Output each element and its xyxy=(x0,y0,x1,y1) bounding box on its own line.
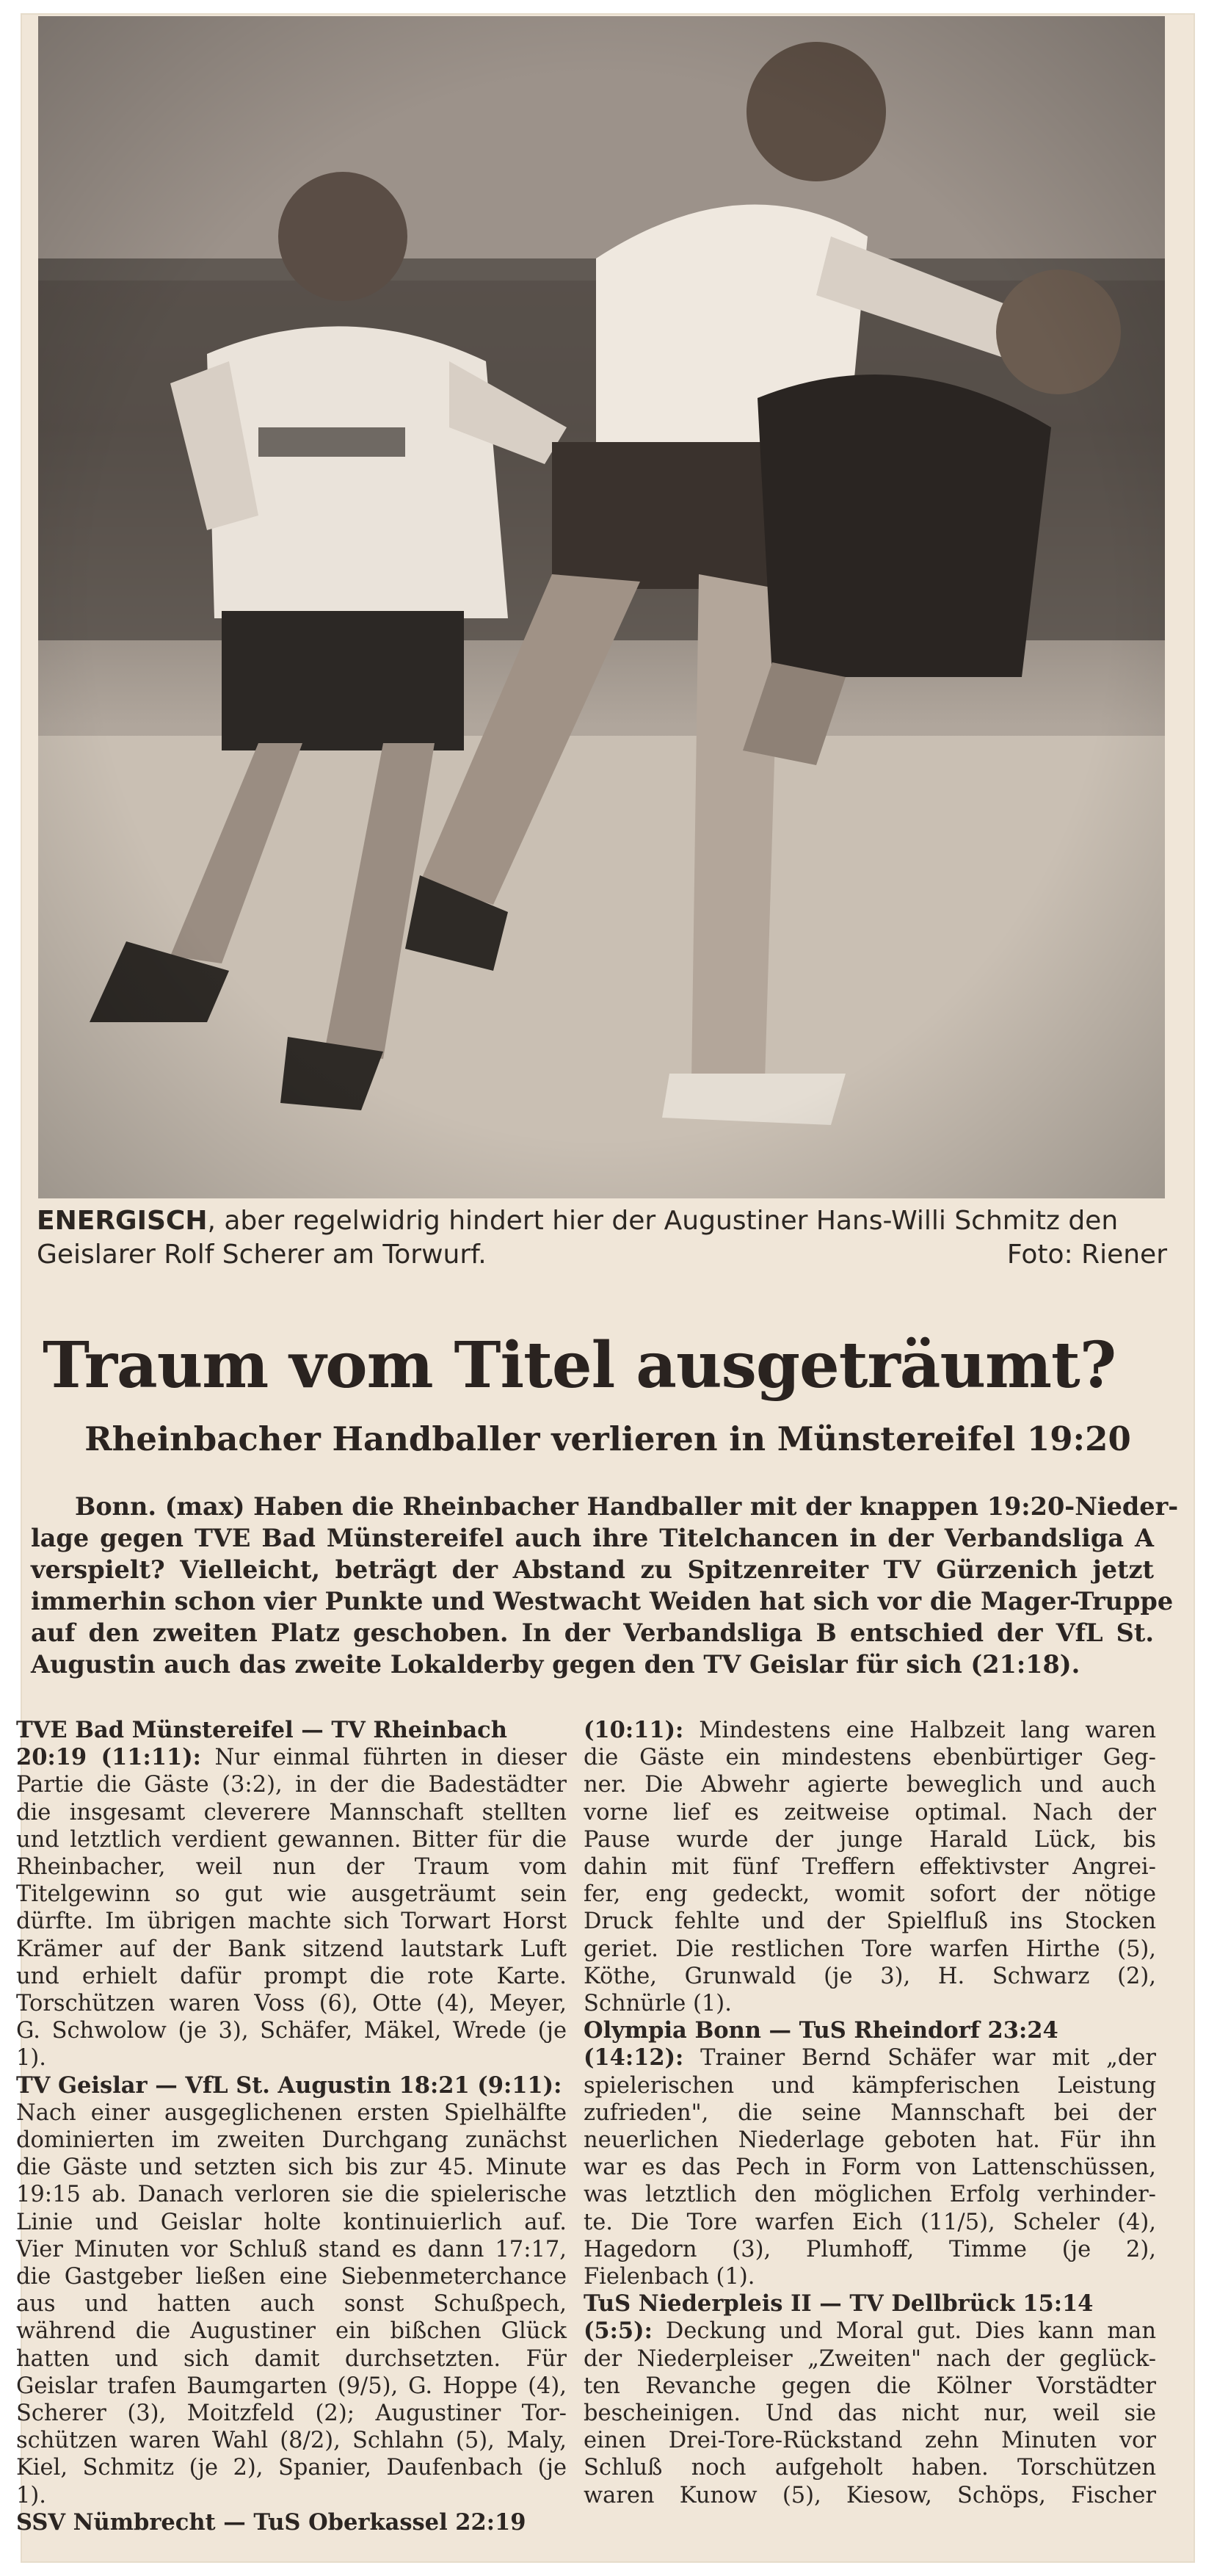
column-line: Torschützen waren Voss (6), Otte (4), Meyer, xyxy=(16,1991,567,2017)
column-line: die Gäste und setzten sich bis zur 45. Minute xyxy=(16,2154,567,2181)
column-line: (14:12): Trainer Bernd Schäfer war mit „der xyxy=(584,2044,1156,2072)
column-line: geriet. Die restlichen Tore warfen Hirthe (5), xyxy=(584,1936,1156,1962)
column-line: Schnürle (1). xyxy=(584,1991,732,2017)
lead-paragraph-line: immerhin schon vier Punkte und Westwacht Weiden hat sich vor die Mager-Truppe xyxy=(31,1587,1174,1616)
column-line: 1). xyxy=(16,2045,46,2072)
column-line: Titelgewinn so gut wie ausgeträumt sein xyxy=(16,1881,567,1908)
column-line: einen Drei-Tore-Rückstand zehn Minuten vor xyxy=(584,2428,1156,2454)
column-line: ner. Die Abwehr agierte beweglich und auch xyxy=(584,1772,1156,1798)
column-line: 19:15 ab. Danach verloren sie die spielerische xyxy=(16,2182,567,2208)
column-line: war es das Pech in Form von Lattenschüssen, xyxy=(584,2154,1156,2181)
column-line: spielerischen und kämpferischen Leistung xyxy=(584,2072,1156,2099)
article-subheadline: Rheinbacher Handballer verlieren in Münstereifel 19:20 xyxy=(84,1419,1131,1458)
match-heading: SSV Nümbrecht — TuS Oberkassel 22:19 xyxy=(16,2508,526,2536)
column-line: Partie die Gäste (3:2), in der die Badestädter xyxy=(16,1772,567,1798)
column-line: Krämer auf der Bank sitzend lautstark Luft xyxy=(16,1936,567,1962)
column-line: Rheinbacher, weil nun der Traum vom xyxy=(16,1854,567,1881)
column-line: die Gäste ein mindestens ebenbürtiger Geg- xyxy=(584,1745,1156,1771)
match-score: (10:11): xyxy=(584,1717,684,1743)
column-line: und erhielt dafür prompt die rote Karte. xyxy=(16,1963,567,1989)
article-headline: Traum vom Titel ausgeträumt? xyxy=(43,1328,1116,1403)
lead-paragraph-line: Augustin auch das zweite Lokalderby gegen den TV Geislar für sich (21:18). xyxy=(31,1650,1080,1679)
match-heading: TVE Bad Münstereifel — TV Rheinbach xyxy=(16,1717,507,1743)
column-line: G. Schwolow (je 3), Schäfer, Mäkel, Wrede (je xyxy=(16,2018,567,2044)
column-line: die insgesamt cleverere Mannschaft stellten xyxy=(16,1799,567,1826)
column-line: te. Die Tore warfen Eich (11/5), Scheler (4), xyxy=(584,2209,1156,2235)
right-column xyxy=(584,1717,1156,2509)
match-score: (5:5): xyxy=(584,2318,653,2345)
lead-paragraph-line: lage gegen TVE Bad Münstereifel auch ihre Titelchancen in der Verbandsliga A xyxy=(31,1524,1154,1552)
column-line: bescheinigen. Und das nicht nur, weil sie xyxy=(584,2400,1156,2427)
column-line: Köthe, Grunwald (je 3), H. Schwarz (2), xyxy=(584,1963,1156,1989)
column-line: die Gastgeber ließen eine Siebenmeterchance xyxy=(16,2264,567,2290)
column-line: Kiel, Schmitz (je 2), Spanier, Daufenbach (je xyxy=(16,2455,567,2481)
column-line: der Niederpleiser „Zweiten" nach der geglück- xyxy=(584,2345,1156,2372)
column-line: Druck fehlte und der Spielfluß ins Stocken xyxy=(584,1909,1156,1935)
handball-action-photo xyxy=(38,16,1165,1198)
match-heading: TuS Niederpleis II — TV Dellbrück 15:14 xyxy=(584,2290,1094,2318)
column-line: während die Augustiner ein bißchen Glück xyxy=(16,2318,567,2345)
column-line: dominierten im zweiten Durchgang zunächst xyxy=(16,2127,567,2154)
column-line: waren Kunow (5), Kiesow, Schöps, Fischer xyxy=(584,2482,1156,2508)
match-score: 20:19 (11:11): xyxy=(16,1744,201,1771)
column-line: Fielenbach (1). xyxy=(584,2264,755,2290)
column-line: dürfte. Im übrigen machte sich Torwart Horst xyxy=(16,1909,567,1935)
column-line: Pause wurde der junge Harald Lück, bis xyxy=(584,1826,1156,1853)
column-line: ten Revanche gegen die Kölner Vorstädter xyxy=(584,2373,1156,2399)
column-line: schützen waren Wahl (8/2), Schlahn (5), Maly, xyxy=(16,2428,567,2454)
column-line: 1). xyxy=(16,2482,46,2508)
match-heading: Olympia Bonn — TuS Rheindorf 23:24 xyxy=(584,2017,1058,2044)
lead-paragraph-line: Bonn. (max) Haben die Rheinbacher Handballer mit der knappen 19:20-Nieder- xyxy=(75,1492,1179,1521)
column-line: Geislar trafen Baumgarten (9/5), G. Hoppe (4), xyxy=(16,2373,567,2399)
column-line: zufrieden", die seine Mannschaft bei der xyxy=(584,2099,1156,2126)
column-line: (5:5): Deckung und Moral gut. Dies kann man xyxy=(584,2318,1156,2345)
column-line: hatten und sich damit durchsetzten. Für xyxy=(16,2345,567,2372)
match-score: (14:12): xyxy=(584,2044,684,2072)
column-line: (10:11): Mindestens eine Halbzeit lang waren xyxy=(584,1717,1156,1743)
match-heading: TV Geislar — VfL St. Augustin 18:21 (9:11): xyxy=(16,2072,562,2099)
column-line: und letztlich verdient gewannen. Bitter für die xyxy=(16,1826,567,1853)
column-line: dahin mit fünf Treffern effektivster Angrei- xyxy=(584,1854,1156,1881)
column-line: Vier Minuten vor Schluß stand es dann 17:17, xyxy=(16,2236,567,2262)
lead-paragraph xyxy=(31,1491,1179,1680)
lead-paragraph-line: auf den zweiten Platz geschoben. In der Verbandsliga B entschied der VfL St. xyxy=(31,1618,1154,1647)
column-line: 20:19 (11:11): Nur einmal führten in dieser xyxy=(16,1744,567,1771)
column-line: Linie und Geislar holte kontinuierlich auf. xyxy=(16,2209,567,2235)
caption-line-2: Geislarer Rolf Scherer am Torwurf. xyxy=(37,1240,487,1270)
column-line: Hagedorn (3), Plumhoff, Timme (je 2), xyxy=(584,2236,1156,2262)
left-column xyxy=(16,1717,567,2536)
article-photo xyxy=(38,16,1165,1198)
caption-lead: ENERGISCH xyxy=(37,1206,208,1236)
photo-caption xyxy=(37,1204,1167,1272)
column-line: was letztlich den möglichen Erfolg verhinder- xyxy=(584,2182,1156,2208)
column-line: Nach einer ausgeglichenen ersten Spielhälfte xyxy=(16,2099,567,2126)
column-line: aus und hatten auch sonst Schußpech, xyxy=(16,2291,567,2318)
column-line: vorne lief es zeitweise optimal. Nach der xyxy=(584,1799,1156,1826)
column-line: neuerlichen Niederlage geboten hat. Für ihn xyxy=(584,2127,1156,2154)
lead-paragraph-line: verspielt? Vielleicht, beträgt der Abstand zu Spitzenreiter TV Gürzenich jetzt xyxy=(31,1555,1154,1584)
column-line: fer, eng gedeckt, womit sofort der nötige xyxy=(584,1881,1156,1908)
caption-line-1 xyxy=(37,1204,1167,1238)
caption-text-1: , aber regelwidrig hindert hier der Augustiner Hans-Willi Schmitz den xyxy=(207,1206,1119,1236)
photo-credit: Foto: Riener xyxy=(1006,1240,1167,1270)
column-line: Scherer (3), Moitzfeld (2); Augustiner Tor- xyxy=(16,2400,567,2427)
column-line: Schluß noch aufgeholt haben. Torschützen xyxy=(584,2455,1156,2481)
